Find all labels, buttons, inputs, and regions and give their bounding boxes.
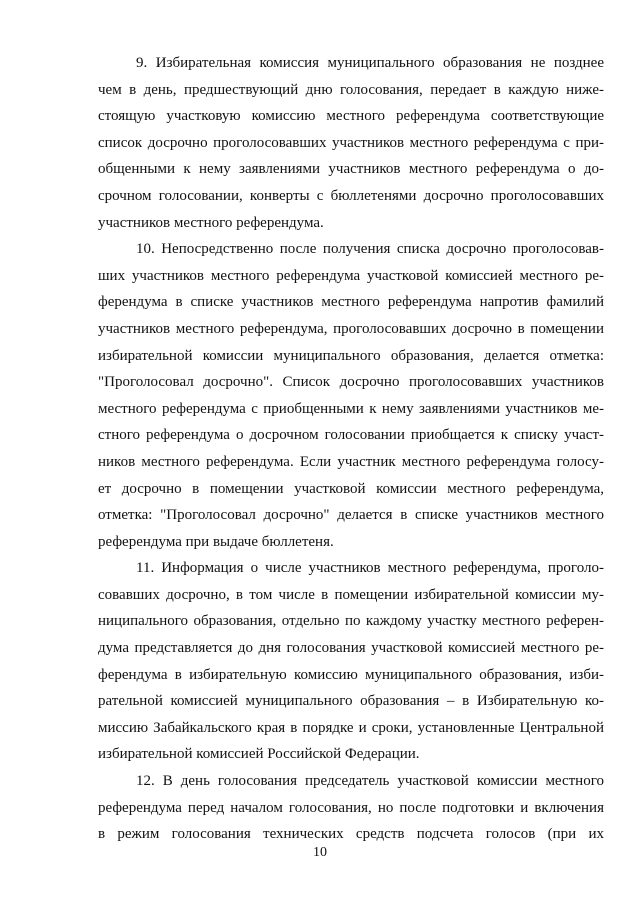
text-line: рательной комиссией муниципального образования – в Избирательную ко- [98,693,604,710]
text-line: отметка: "Проголосовал досрочно" делается в списке участников местного [98,507,604,524]
text-line: в режим голосования технических средств подсчета голосов (при их [98,826,604,843]
paragraph-12 [98,768,604,848]
text-line: 10. Непосредственно после получения списка досрочно проголосовав- [136,241,604,258]
text-line: совавших досрочно, в том числе в помещении избирательной комиссии му- [98,586,604,603]
paragraph-10 [98,236,604,555]
text-line: срочном голосовании, конверты с бюллетенями досрочно проголосовавших [98,187,604,204]
text-line: чем в день, предшествующий дню голосования, передает в каждую ниже- [98,81,604,98]
text-line: стного референдума о досрочном голосовании приобщается к списку участ- [98,427,604,444]
text-line: избирательной комиссией Российской Федерации. [98,746,420,763]
text-line: референдума перед началом голосования, но после подготовки и включения [98,799,604,816]
text-line: 12. В день голосования председатель участковой комиссии местного [136,773,604,790]
text-line: ников местного референдума. Если участник местного референдума голосу- [98,453,604,470]
document-body [98,50,604,848]
text-line: ферендума в избирательную комиссию муниципального образования, изби- [98,666,604,683]
text-line: ет досрочно в помещении участковой комиссии местного референдума, [98,480,604,497]
page-number: 10 [313,845,327,860]
text-line: ниципального образования, отдельно по каждому участку местного референ- [98,613,604,630]
paragraph-9 [98,50,604,236]
text-line: избирательной комиссии муниципального образования, делается отметка: [98,347,604,364]
text-line: местного референдума с приобщенными к нему заявлениями участников ме- [98,400,604,417]
text-line: участников местного референдума. [98,214,324,231]
text-line: ферендума в списке участников местного референдума напротив фамилий [98,294,604,311]
text-line: ших участников местного референдума участковой комиссией местного ре- [98,267,604,284]
text-line: 9. Избирательная комиссия муниципального образования не позднее [136,55,604,71]
text-line: участников местного референдума, проголосовавших досрочно в помещении [98,320,604,337]
text-line: "Проголосовал досрочно". Список досрочно проголосовавших участников [98,374,604,391]
text-line: общенными к нему заявлениями участников местного референдума о до- [98,161,604,178]
text-line: 11. Информация о числе участников местного референдума, проголо- [136,560,604,577]
text-line: дума представляется до дня голосования участковой комиссией местного ре- [98,640,604,657]
text-line: стоящую участковую комиссию местного референдума соответствующие [98,108,604,125]
text-line: референдума при выдаче бюллетеня. [98,533,334,550]
text-line: миссию Забайкальского края в порядке и сроки, установленные Центральной [98,719,604,736]
text-line: список досрочно проголосовавших участников местного референдума с при- [98,134,604,151]
paragraph-11 [98,555,604,768]
